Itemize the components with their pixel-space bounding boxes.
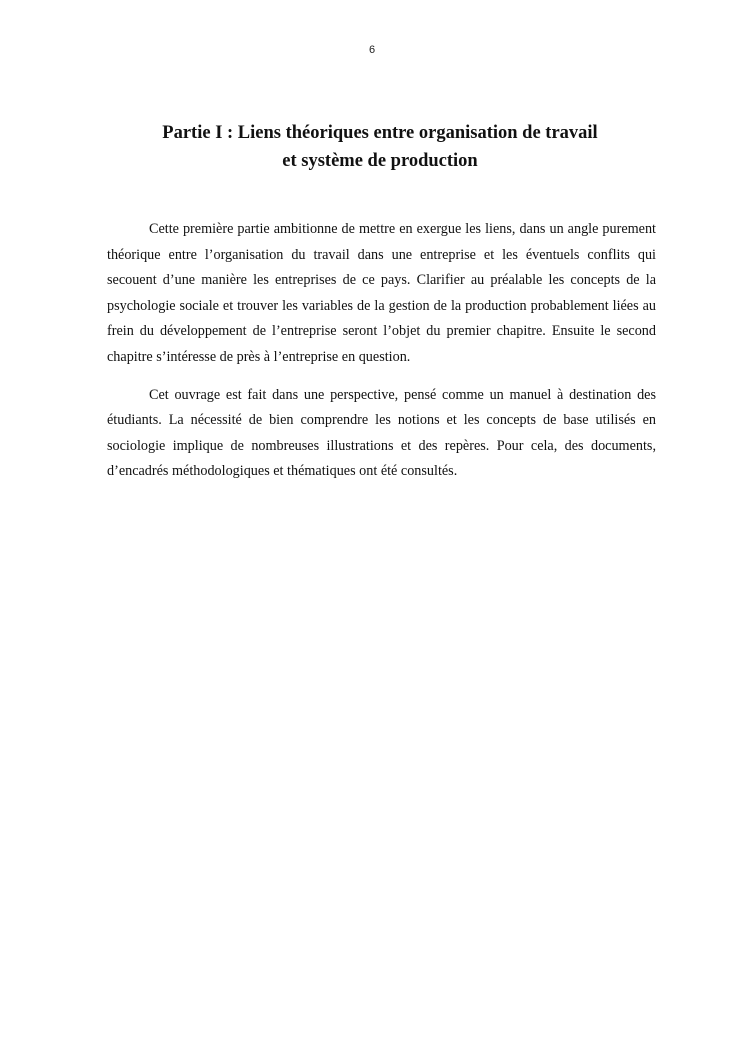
paragraph-purpose: Cet ouvrage est fait dans une perspective, pensé comme un manuel à destination des étudiants. La nécessité de bien comprendre les notions et les concepts de base utilisés en sociologie implique de nombreuses illustrations et des repères. Pour cela, des documents, d’encadrés méthodologiques et thématiques ont été consultés.	[107, 386, 656, 480]
section-title-line-2: et système de production	[282, 151, 478, 171]
page-number: 6	[368, 44, 376, 56]
section-title-line-1: Partie I : Liens théoriques entre organisation de travail	[162, 123, 598, 143]
paragraph-intro: Cette première partie ambitionne de mettre en exergue les liens, dans un angle purement théorique entre l’organisation du travail dans une entreprise et les éventuels conflits qui secouent d’une manière les entreprises de ce pays. Clarifier au préalable les concepts de la psychologie sociale et trouver les variables de la gestion de la production probablement liées au frein du développement de l’entreprise seront l’objet du premier chapitre. Ensuite le second chapitre s’intéresse de près à l’entreprise en question.	[107, 221, 656, 365]
body-text	[107, 217, 656, 497]
section-title	[100, 119, 660, 175]
